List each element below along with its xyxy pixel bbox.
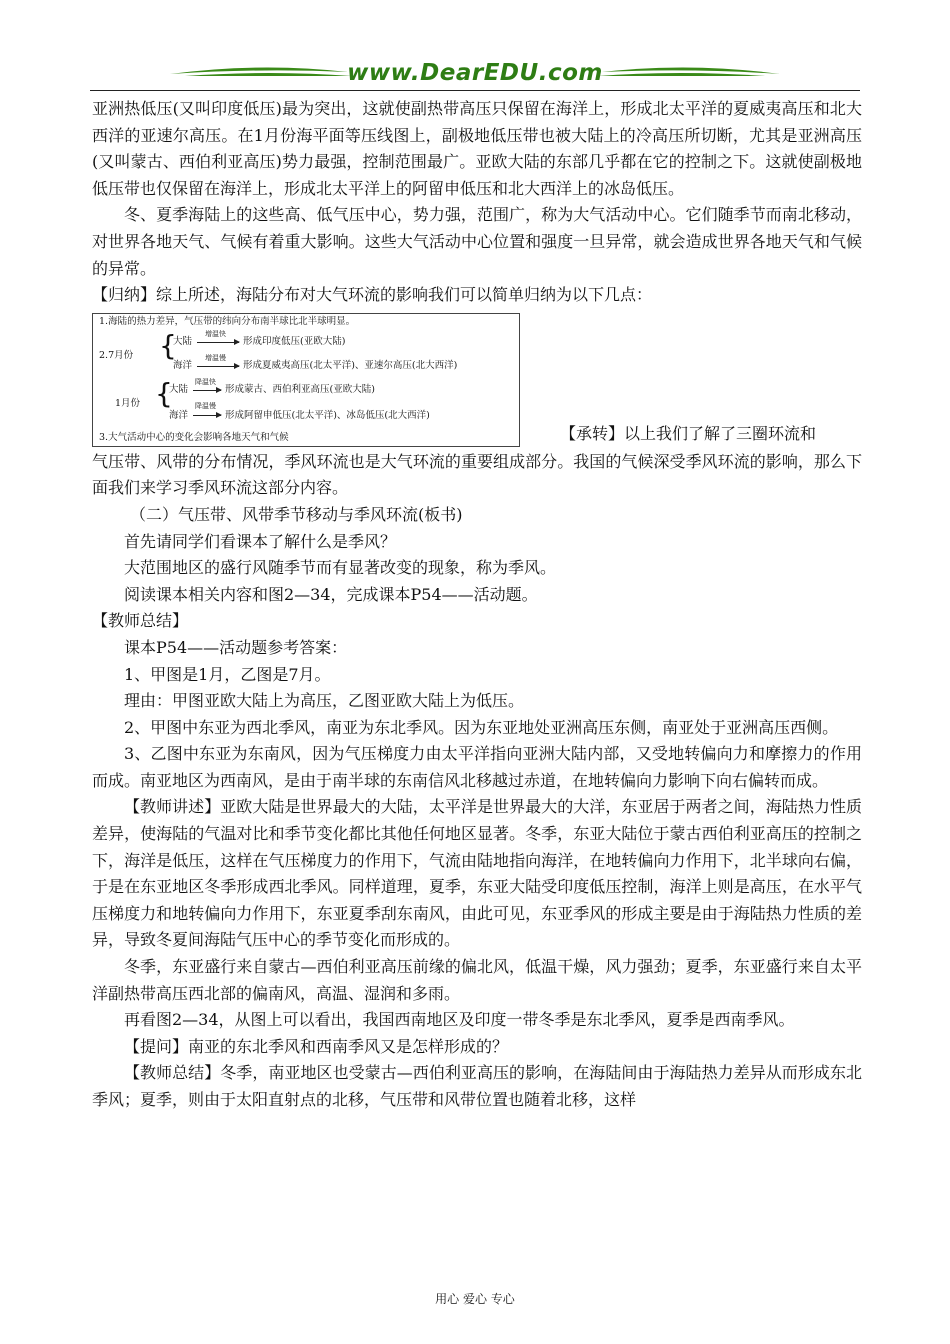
paragraph: 阅读课本相关内容和图2—34，完成课本P54——活动题。 (124, 584, 538, 604)
brace-icon: { (159, 328, 177, 362)
paragraph: 【教师讲述】亚欧大陆是世界最大的大陆，太平洋是世界最大的大洋，东亚居于两者之间，海陆热力性质差异，使海陆的气温对比和季节变化都比其他任何地区显著。冬季，东亚大陆位于蒙古西伯利亚高压的控制之下，海洋是低压，这样在气压梯度力的作用下，气流由陆地指向海洋，在地转偏向力作用下，北半球向右偏，于是在东亚地区冬季形成西北季风。同样道理，夏季，东亚大陆受印度低压控制，海洋上则是高压，在水平气压梯度力和地转偏向力作用下，东亚夏季刮东南风，由此可见，东亚季风的形成主要是由于海陆热力性质的差异，导致冬夏间海陆气压中心的季节变化而形成的。 (92, 797, 862, 950)
july-land-arrow-label: 增温快 (205, 329, 226, 338)
paragraph: （二）气压带、风带季节移动与季风环流(板书) (130, 504, 463, 524)
july-sea: 海洋 (173, 359, 193, 371)
july-land-result: 形成印度低压(亚欧大陆) (243, 335, 346, 347)
july-land: 大陆 (173, 335, 193, 347)
july-label: 2.7月份 (99, 349, 134, 361)
page-header (90, 58, 860, 92)
paragraph: 冬、夏季海陆上的这些高、低气压中心，势力强，范围广，称为大气活动中心。它们随季节而南北移动，对世界各地天气、气候有着重大影响。这些大气活动中心位置和强度一旦异常，就会造成世界各地天气和气候的异常。 (92, 205, 862, 278)
paragraph: 大范围地区的盛行风随季节而有显著改变的现象，称为季风。 (124, 558, 557, 578)
jan-sea-arrow-label: 降温慢 (195, 401, 216, 410)
summary-heading: 【归纳】综上所述，海陆分布对大气环流的影响我们可以简单归纳为以下几点： (92, 285, 653, 305)
jan-label: 1月份 (115, 397, 141, 409)
brace-icon: { (155, 376, 173, 410)
jan-land: 大陆 (169, 383, 189, 395)
diagram-row (92, 313, 862, 449)
paragraph: 【教师总结】 (92, 611, 189, 631)
paragraph: 再看图2—34，从图上可以看出，我国西南地区及印度一带冬季是东北季风，夏季是西南季风。 (124, 1010, 795, 1030)
july-sea-result: 形成夏威夷高压(北太平洋)、亚速尔高压(北大西洋) (243, 359, 458, 371)
main-paragraphs (92, 449, 862, 1114)
site-logo[interactable]: www.DearEDU.com (347, 60, 603, 86)
arrow-right-icon (193, 390, 221, 391)
jan-sea-result: 形成阿留申低压(北太平洋)、冰岛低压(北大西洋) (225, 409, 430, 421)
arrow-right-icon (193, 415, 221, 416)
document-body (92, 96, 862, 1114)
header-divider (90, 90, 860, 91)
diagram-line-1: 1.海陆的热力差异，气压带的纬向分布南半球比北半球明显。 (99, 315, 356, 327)
page-footer: 用心 爱心 专心 (435, 1292, 515, 1306)
paragraph: 首先请同学们看课本了解什么是季风？ (124, 531, 397, 551)
paragraph: 课本P54——活动题参考答案： (124, 637, 348, 657)
paragraph: 理由：甲图亚欧大陆上为高压，乙图亚欧大陆上为低压。 (124, 691, 525, 711)
paragraph: 【提问】南亚的东北季风和西南季风又是怎样形成的？ (124, 1036, 509, 1056)
paragraph: 气压带、风带的分布情况，季风环流也是大气环流的重要组成部分。我国的气候深受季风环流的影响，那么下面我们来学习季风环流这部分内容。 (92, 451, 862, 498)
july-sea-arrow-label: 增温慢 (205, 353, 226, 362)
paragraph: 【教师总结】冬季，南亚地区也受蒙古—西伯利亚高压的影响，在海陆间由于海陆热力差异从而形成东北季风；夏季，则由于太阳直射点的北移，气压带和风带位置也随着北移，这样 (92, 1063, 862, 1109)
summary-diagram (92, 313, 520, 447)
paragraph: 3、乙图中东亚为东南风，因为气压梯度力由太平洋指向亚洲大陆内部，又受地转偏向力和摩擦力的作用而成。南亚地区为西南风，是由于南半球的东南信风北移越过赤道，在地转偏向力影响下向右偏转而成。 (92, 744, 862, 790)
arrow-right-icon (197, 342, 239, 343)
jan-sea: 海洋 (169, 409, 189, 421)
paragraph: 2、甲图中东亚为西北季风，南亚为东北季风。因为东亚地处亚洲高压东侧，南亚处于亚洲高压西侧。 (124, 717, 839, 737)
jan-land-result: 形成蒙古、西伯利亚高压(亚欧大陆) (225, 383, 375, 395)
paragraph: 亚洲热低压(又叫印度低压)最为突出，这就使副热带高压只保留在海洋上，形成北太平洋的夏威夷高压和北大西洋的亚速尔高压。在1月份海平面等压线图上，副极地低压带也被大陆上的冷高压所切断，尤其是亚洲高压(又叫蒙古、西伯利亚高压)势力最强，控制范围最广。亚欧大陆的东部几乎都在它的控制之下。这就使副极地低压带也仅保留在海洋上，形成北太平洋上的阿留申低压和北大西洋上的冰岛低压。 (92, 99, 862, 198)
jan-land-arrow-label: 降温快 (195, 377, 216, 386)
arrow-right-icon (197, 366, 239, 367)
diagram-line-3: 3.大气活动中心的变化会影响各地天气和气候 (99, 431, 289, 443)
transition-heading: 【承转】以上我们了解了三圈环流和 (560, 423, 817, 443)
paragraph: 冬季，东亚盛行来自蒙古—西伯利亚高压前缘的偏北风，低温干燥，风力强劲；夏季，东亚盛行来自太平洋副热带高压西北部的偏南风，高温、湿润和多雨。 (92, 957, 862, 1003)
paragraph: 1、甲图是1月，乙图是7月。 (124, 664, 331, 684)
